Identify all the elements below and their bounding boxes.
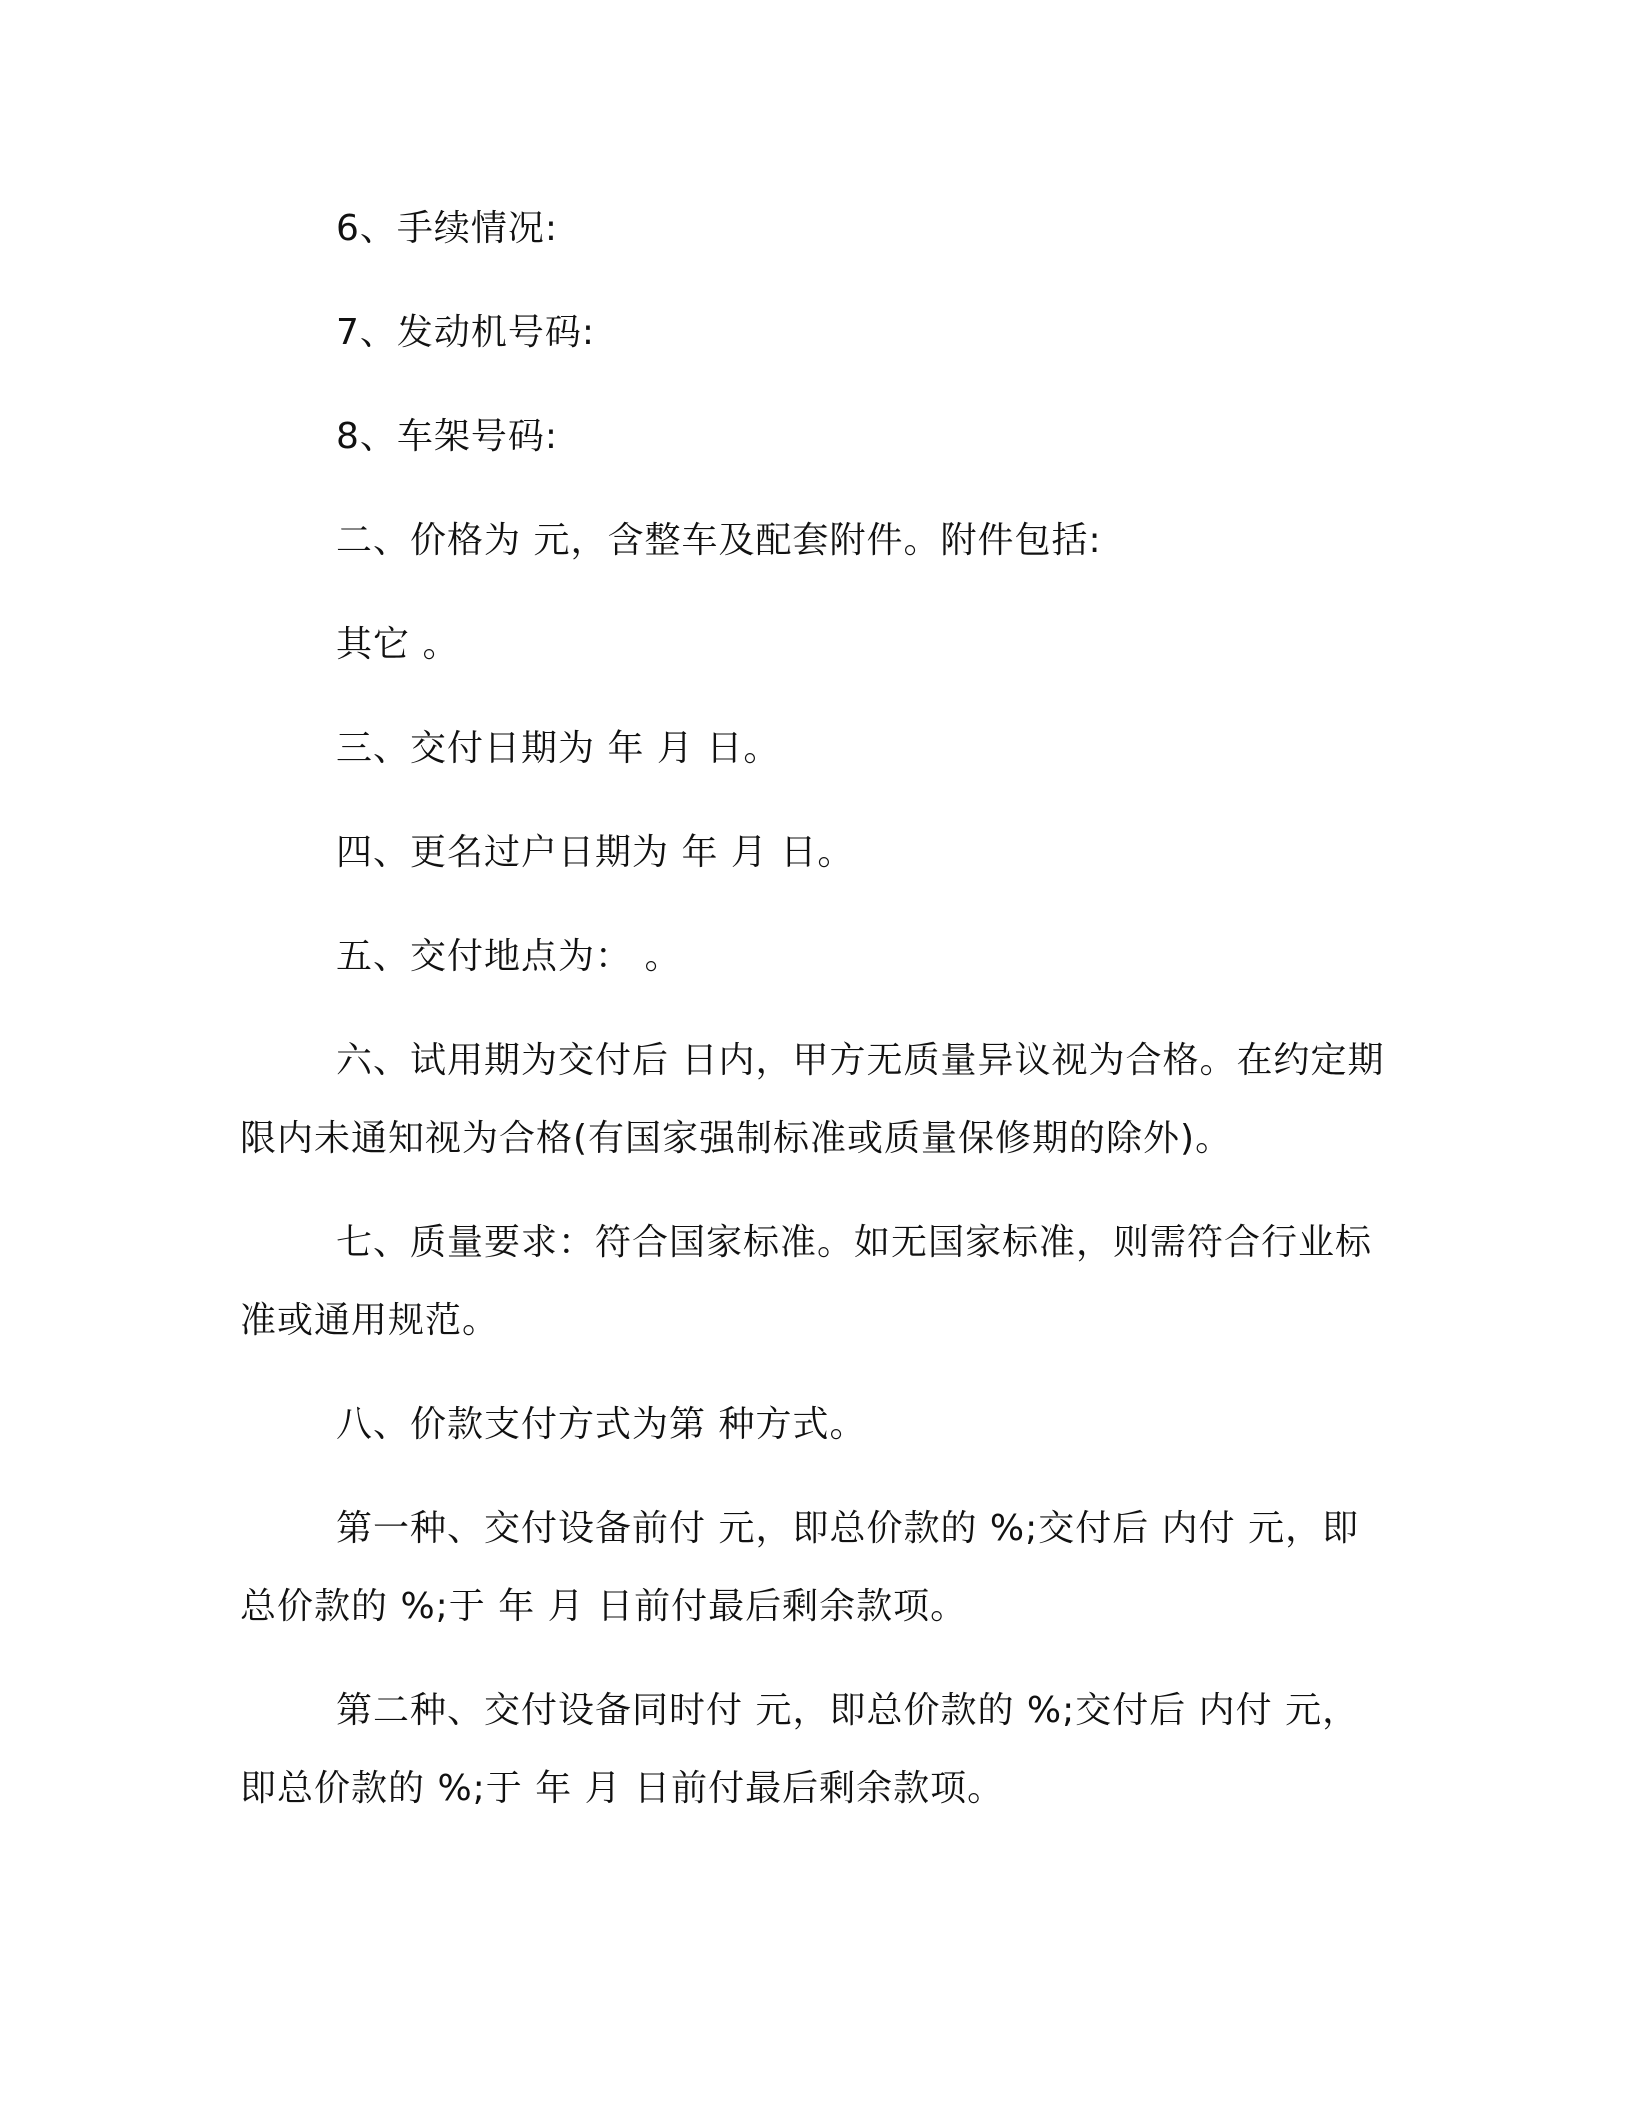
paragraph-payment-option-1: 第一种、交付设备前付 元，即总价款的 %;交付后 内付 元，即总价款的 %;于 年 月 日前付最后剩余款项。 bbox=[240, 1508, 1360, 1627]
paragraph-delivery-date: 三、交付日期为 年 月 日。 bbox=[336, 728, 781, 769]
paragraph-other: 其它 。 bbox=[336, 624, 460, 665]
document-body bbox=[240, 190, 1392, 1828]
paragraph-procedures: 6、手续情况: bbox=[336, 208, 559, 249]
paragraph-quality-requirements: 七、质量要求：符合国家标准。如无国家标准，则需符合行业标准或通用规范。 bbox=[240, 1222, 1373, 1341]
paragraph-price: 二、价格为 元，含整车及配套附件。附件包括: bbox=[336, 520, 1102, 561]
paragraph-payment-method: 八、价款支付方式为第 种方式。 bbox=[336, 1404, 867, 1445]
paragraph-delivery-location: 五、交付地点为： 。 bbox=[336, 936, 682, 977]
paragraph-payment-option-2: 第二种、交付设备同时付 元，即总价款的 %;交付后 内付 元，即总价款的 %;于 年 月 日前付最后剩余款项。 bbox=[240, 1690, 1360, 1809]
paragraph-transfer-date: 四、更名过户日期为 年 月 日。 bbox=[336, 832, 855, 873]
paragraph-engine-number: 7、发动机号码: bbox=[336, 312, 596, 353]
paragraph-frame-number: 8、车架号码: bbox=[336, 416, 559, 457]
paragraph-trial-period: 六、试用期为交付后 日内，甲方无质量异议视为合格。在约定期限内未通知视为合格(有国家强制标准或质量保修期的除外)。 bbox=[240, 1040, 1385, 1159]
